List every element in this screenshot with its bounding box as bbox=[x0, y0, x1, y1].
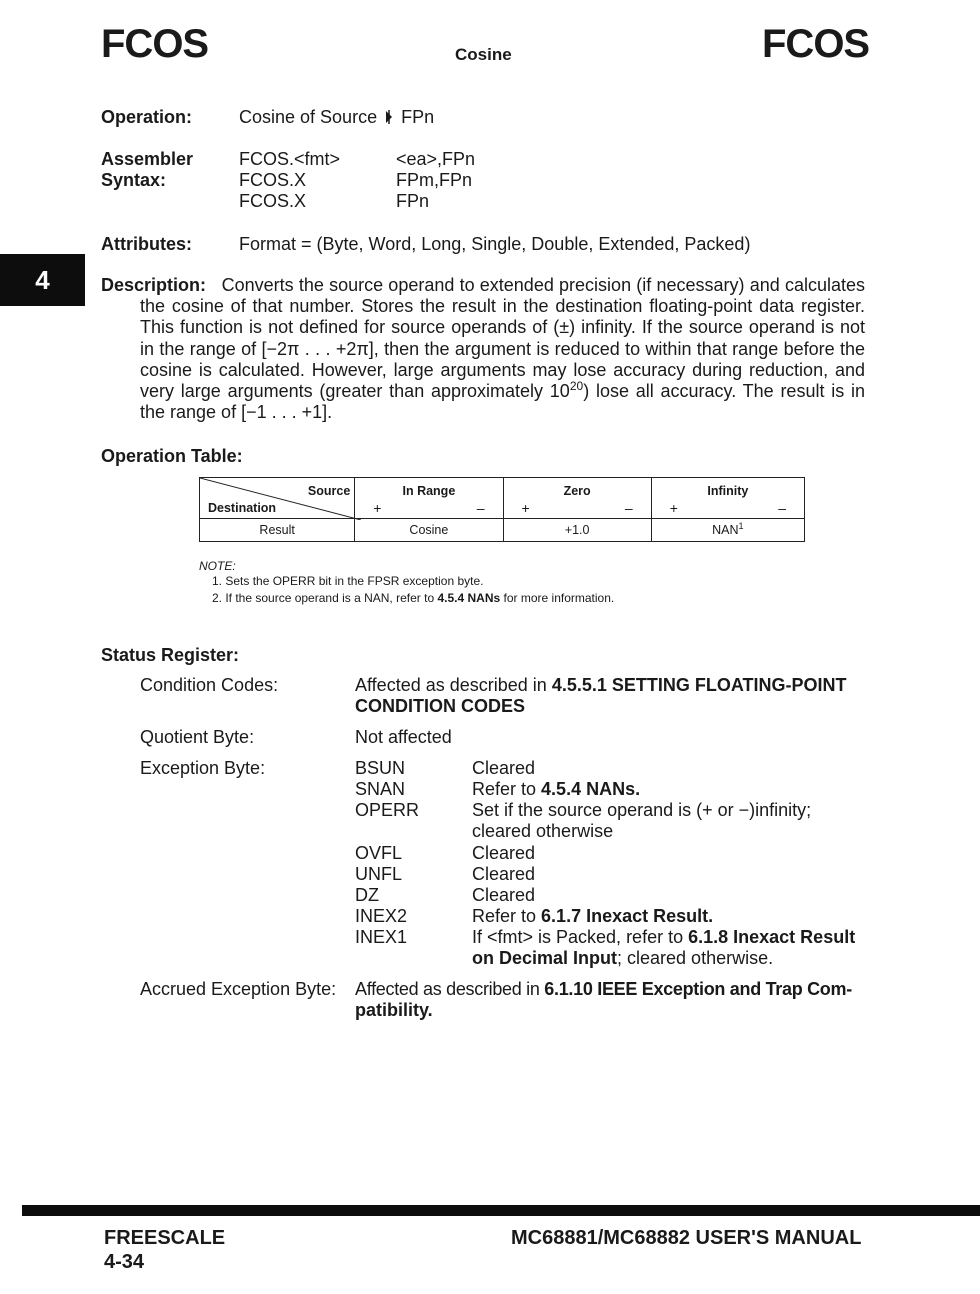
notes-title: NOTE: bbox=[199, 559, 236, 573]
corner-destination-label: Destination bbox=[208, 501, 277, 515]
header-right-title: FCOS bbox=[762, 22, 870, 66]
syntax-operands-2: FPm,FPn bbox=[396, 170, 473, 190]
exc-inex1-desc-ref: 6.1.8 Inexact Result bbox=[688, 927, 856, 947]
exc-inex1-desc-2 bbox=[472, 948, 773, 969]
note-1: 1. Sets the OPERR bit in the FPSR exception byte. bbox=[212, 574, 484, 588]
exc-inex2-desc bbox=[472, 906, 713, 927]
exc-snan-desc-ref: 4.5.4 NANs. bbox=[541, 779, 641, 799]
note-2 bbox=[212, 591, 614, 605]
accrued-exception-label: Accrued Exception Byte: bbox=[140, 979, 337, 999]
syntax-mnemonic-1: FCOS.<fmt> bbox=[239, 149, 341, 169]
cell-in-range: Cosine bbox=[355, 519, 503, 542]
exc-ovfl-name: OVFL bbox=[355, 843, 403, 863]
exc-unfl-name: UNFL bbox=[355, 864, 403, 884]
status-register-title: Status Register: bbox=[101, 645, 240, 665]
operation-label: Operation: bbox=[101, 107, 193, 127]
col-minus: – bbox=[778, 500, 786, 516]
note-2-tail: for more information. bbox=[503, 591, 615, 605]
footer-rule bbox=[22, 1205, 980, 1216]
exc-operr-name: OPERR bbox=[355, 800, 420, 820]
exc-bsun-desc: Cleared bbox=[472, 758, 536, 778]
assembler-label: Assembler bbox=[101, 149, 194, 169]
operation-text bbox=[239, 107, 434, 129]
exc-inex1-desc-1 bbox=[472, 927, 855, 948]
attributes-text: Format = (Byte, Word, Long, Single, Double, Extended, Packed) bbox=[239, 234, 751, 254]
condition-codes-ref-1: 4.5.5.1 SETTING FLOATING-POINT bbox=[551, 675, 847, 695]
exc-inex2-name: INEX2 bbox=[355, 906, 408, 926]
syntax-operands-3: FPn bbox=[396, 191, 430, 211]
condition-codes-ref-2: CONDITION CODES bbox=[355, 696, 526, 716]
operation-table-title: Operation Table: bbox=[101, 446, 243, 466]
description-text-1: Converts the source operand to extended precision (if necessary) and calculates the cosine of that number. Stores the result in the destination floating-point data register. This function is not defined for source operands of (±) infinity. If the source operand is not in the range of [−2π . . . +2π], then the argument is reduced to within that range before the cosine is calculated. However, large arguments may lose accuracy during reduction, and very large arguments (greater than approximately 10 bbox=[140, 275, 865, 402]
description-exponent: 20 bbox=[569, 379, 584, 394]
col-minus: – bbox=[476, 500, 485, 516]
accrued-intro: Affected as described in bbox=[355, 979, 540, 999]
row-label-result: Result bbox=[200, 519, 355, 542]
col-plus: + bbox=[669, 500, 678, 516]
col-plus: + bbox=[373, 500, 382, 516]
exc-snan-name: SNAN bbox=[355, 779, 406, 799]
col-header-in-range bbox=[355, 478, 503, 519]
exc-snan-desc bbox=[472, 779, 640, 800]
table-corner-cell bbox=[200, 478, 355, 519]
syntax-mnemonic-3: FCOS.X bbox=[239, 191, 307, 211]
exc-dz-name: DZ bbox=[355, 885, 379, 905]
description-label: Description: bbox=[101, 275, 207, 295]
header-center-title: Cosine bbox=[455, 45, 512, 64]
col-header-infinity bbox=[651, 478, 804, 519]
exc-dz-desc: Cleared bbox=[472, 885, 536, 905]
chapter-tab: 4 bbox=[0, 254, 85, 306]
col-minus: – bbox=[624, 500, 633, 516]
exc-unfl-desc: Cleared bbox=[472, 864, 536, 884]
operation-text-after: FPn bbox=[401, 107, 435, 127]
exc-bsun-name: BSUN bbox=[355, 758, 406, 778]
accrued-exception-text bbox=[355, 979, 875, 1021]
footer-company: FREESCALE bbox=[104, 1227, 226, 1249]
col-name-infinity: Infinity bbox=[707, 484, 749, 498]
exc-ovfl-desc: Cleared bbox=[472, 843, 536, 863]
col-plus: + bbox=[521, 500, 530, 516]
exc-inex1-desc-ref2: on Decimal Input bbox=[472, 948, 618, 968]
table-row bbox=[200, 519, 805, 542]
description-text-2: ) lose all accuracy. The result is in the range of [−1 . . . +1]. bbox=[140, 381, 866, 423]
corner-source-label: Source bbox=[307, 484, 351, 498]
right-arrow-icon bbox=[384, 108, 394, 129]
attributes-label: Attributes: bbox=[101, 234, 192, 254]
operation-text-before: Cosine of Source bbox=[239, 107, 378, 127]
col-header-zero bbox=[503, 478, 651, 519]
note-2-ref: 4.5.4 NANs bbox=[437, 591, 501, 605]
condition-codes-label: Condition Codes: bbox=[140, 675, 279, 695]
quotient-byte-text: Not affected bbox=[355, 727, 452, 747]
note-2-text: 2. If the source operand is a NAN, refer to bbox=[212, 591, 435, 605]
header-left-title: FCOS bbox=[101, 22, 209, 66]
exc-inex2-desc-pre: Refer to bbox=[472, 906, 537, 926]
quotient-byte-label: Quotient Byte: bbox=[140, 727, 255, 747]
operation-table bbox=[199, 477, 805, 542]
syntax-operands-1: <ea>,FPn bbox=[396, 149, 476, 169]
exc-operr-desc-1: Set if the source operand is (+ or −)infinity; bbox=[472, 800, 812, 820]
exc-inex2-desc-ref: 6.1.7 Inexact Result. bbox=[541, 906, 714, 926]
cell-infinity-value: NAN bbox=[712, 523, 739, 537]
exc-operr-desc-2: cleared otherwise bbox=[472, 821, 614, 841]
cell-infinity bbox=[651, 519, 804, 542]
footer-page-number: 4-34 bbox=[104, 1251, 145, 1273]
exc-inex1-name: INEX1 bbox=[355, 927, 408, 947]
accrued-ref-2: patibility. bbox=[355, 1000, 433, 1020]
accrued-ref-1: 6.1.10 IEEE Exception and Trap Com- bbox=[544, 979, 852, 999]
exc-inex1-desc-post: ; cleared otherwise. bbox=[617, 948, 774, 968]
syntax-label: Syntax: bbox=[101, 170, 167, 190]
cell-zero: +1.0 bbox=[503, 519, 651, 542]
syntax-mnemonic-2: FCOS.X bbox=[239, 170, 307, 190]
col-name-zero: Zero bbox=[563, 484, 591, 498]
nan-footnote-ref: 1 bbox=[738, 520, 744, 531]
exception-byte-label: Exception Byte: bbox=[140, 758, 266, 778]
exc-inex1-desc-pre: If <fmt> is Packed, refer to bbox=[472, 927, 684, 947]
footer-manual-title: MC68881/MC68882 USER'S MANUAL bbox=[511, 1227, 862, 1249]
condition-codes-intro: Affected as described in bbox=[355, 675, 547, 695]
condition-codes-text bbox=[355, 675, 865, 717]
exc-snan-desc-pre: Refer to bbox=[472, 779, 537, 799]
col-name-in-range: In Range bbox=[402, 484, 456, 498]
description-paragraph bbox=[101, 275, 866, 423]
